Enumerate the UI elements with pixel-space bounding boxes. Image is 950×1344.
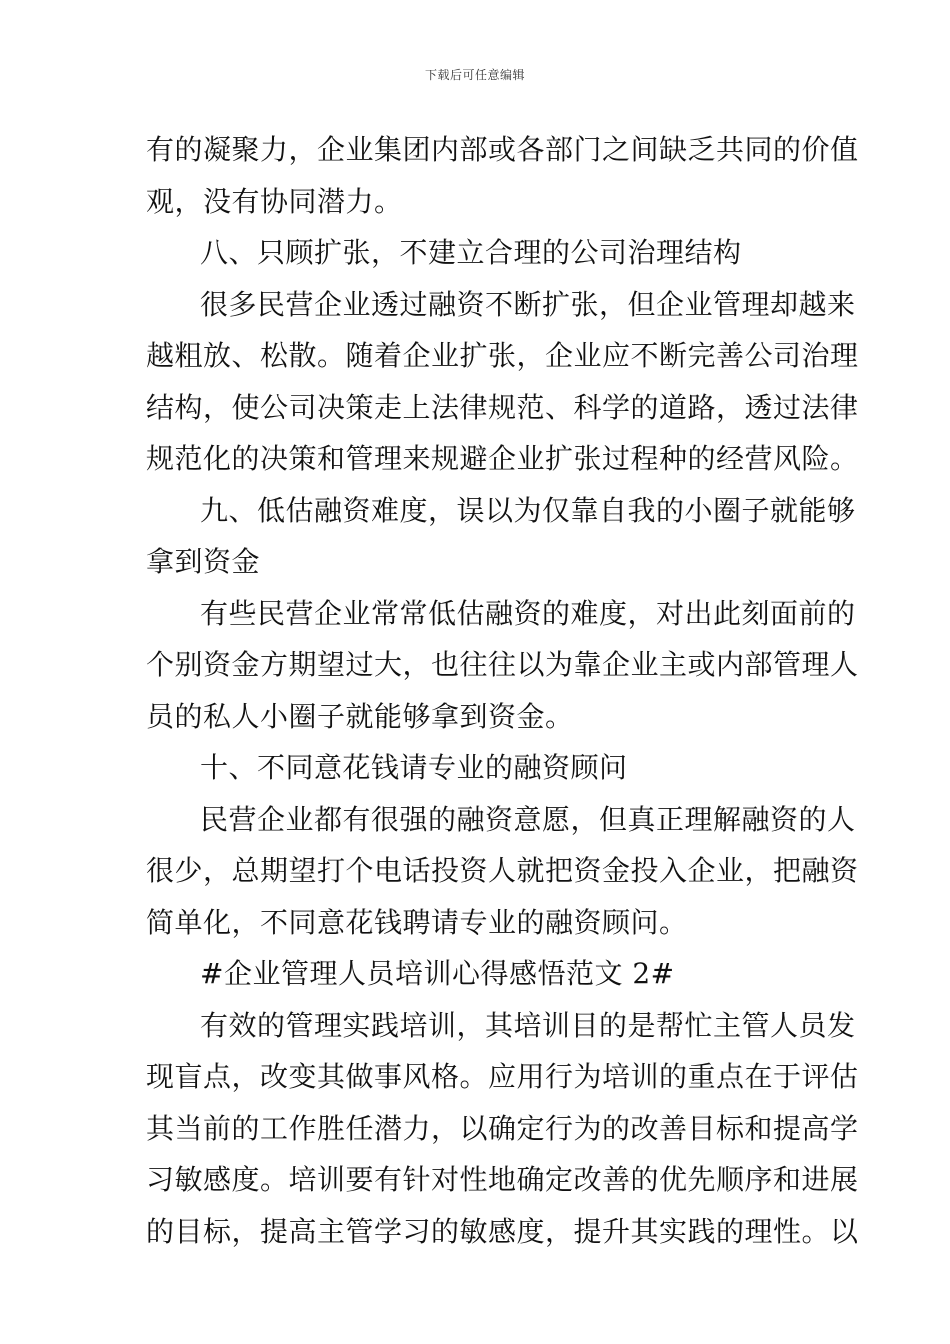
text-line: 很多民营企业透过融资不断扩张，但企业管理却越来 (200, 287, 856, 321)
section-heading: 八、只顾扩张，不建立合理的公司治理结构 (200, 236, 742, 269)
text-line: 个别资金方期望过大，也往往以为靠企业主或内部管理人 (146, 648, 859, 681)
text-line: 民营企业都有很强的融资意愿，但真正理解融资的人 (200, 802, 856, 836)
text-line: 很少，总期望打个电话投资人就把资金投入企业，把融资 (146, 854, 859, 887)
page-header-note: 下载后可任意编辑 (424, 68, 525, 82)
text-line: 习敏感度。培训要有针对性地确定改善的优先顺序和进展 (146, 1163, 859, 1196)
text-line: 其当前的工作胜任潜力，以确定行为的改善目标和提高学 (146, 1111, 859, 1145)
text-line: 的目标，提高主管学习的敏感度，提升其实践的理性。以 (146, 1214, 859, 1248)
text-line: 越粗放、松散。随着企业扩张，企业应不断完善公司治理 (146, 339, 859, 372)
section-heading: 十、不同意花钱请专业的融资顾问 (200, 751, 628, 784)
text-line: 规范化的决策和管理来规避企业扩张过程种的经营风险。 (146, 442, 859, 475)
text-line: 有些民营企业常常低估融资的难度，对出此刻面前的 (200, 596, 856, 630)
text-line: 有的凝聚力，企业集团内部或各部门之间缺乏共同的价值 (146, 133, 859, 166)
text-line: 员的私人小圈子就能够拿到资金。 (146, 699, 574, 733)
text-line: 简单化，不同意花钱聘请专业的融资顾问。 (146, 905, 688, 939)
section-heading: 九、低估融资难度，误以为仅靠自我的小圈子就能够 (200, 493, 856, 527)
text-line: 观，没有协同潜力。 (146, 184, 403, 218)
essay-title: #企业管理人员培训心得感悟范文 2# (200, 957, 675, 990)
text-line: 结构，使公司决策走上法律规范、科学的道路，透过法律 (146, 390, 859, 424)
document-body (146, 124, 859, 1257)
text-line: 现盲点，改变其做事风格。应用行为培训的重点在于评估 (146, 1060, 859, 1093)
text-line: 有效的管理实践培训，其培训目的是帮忙主管人员发 (200, 1008, 856, 1042)
section-heading-continued: 拿到资金 (146, 545, 261, 578)
